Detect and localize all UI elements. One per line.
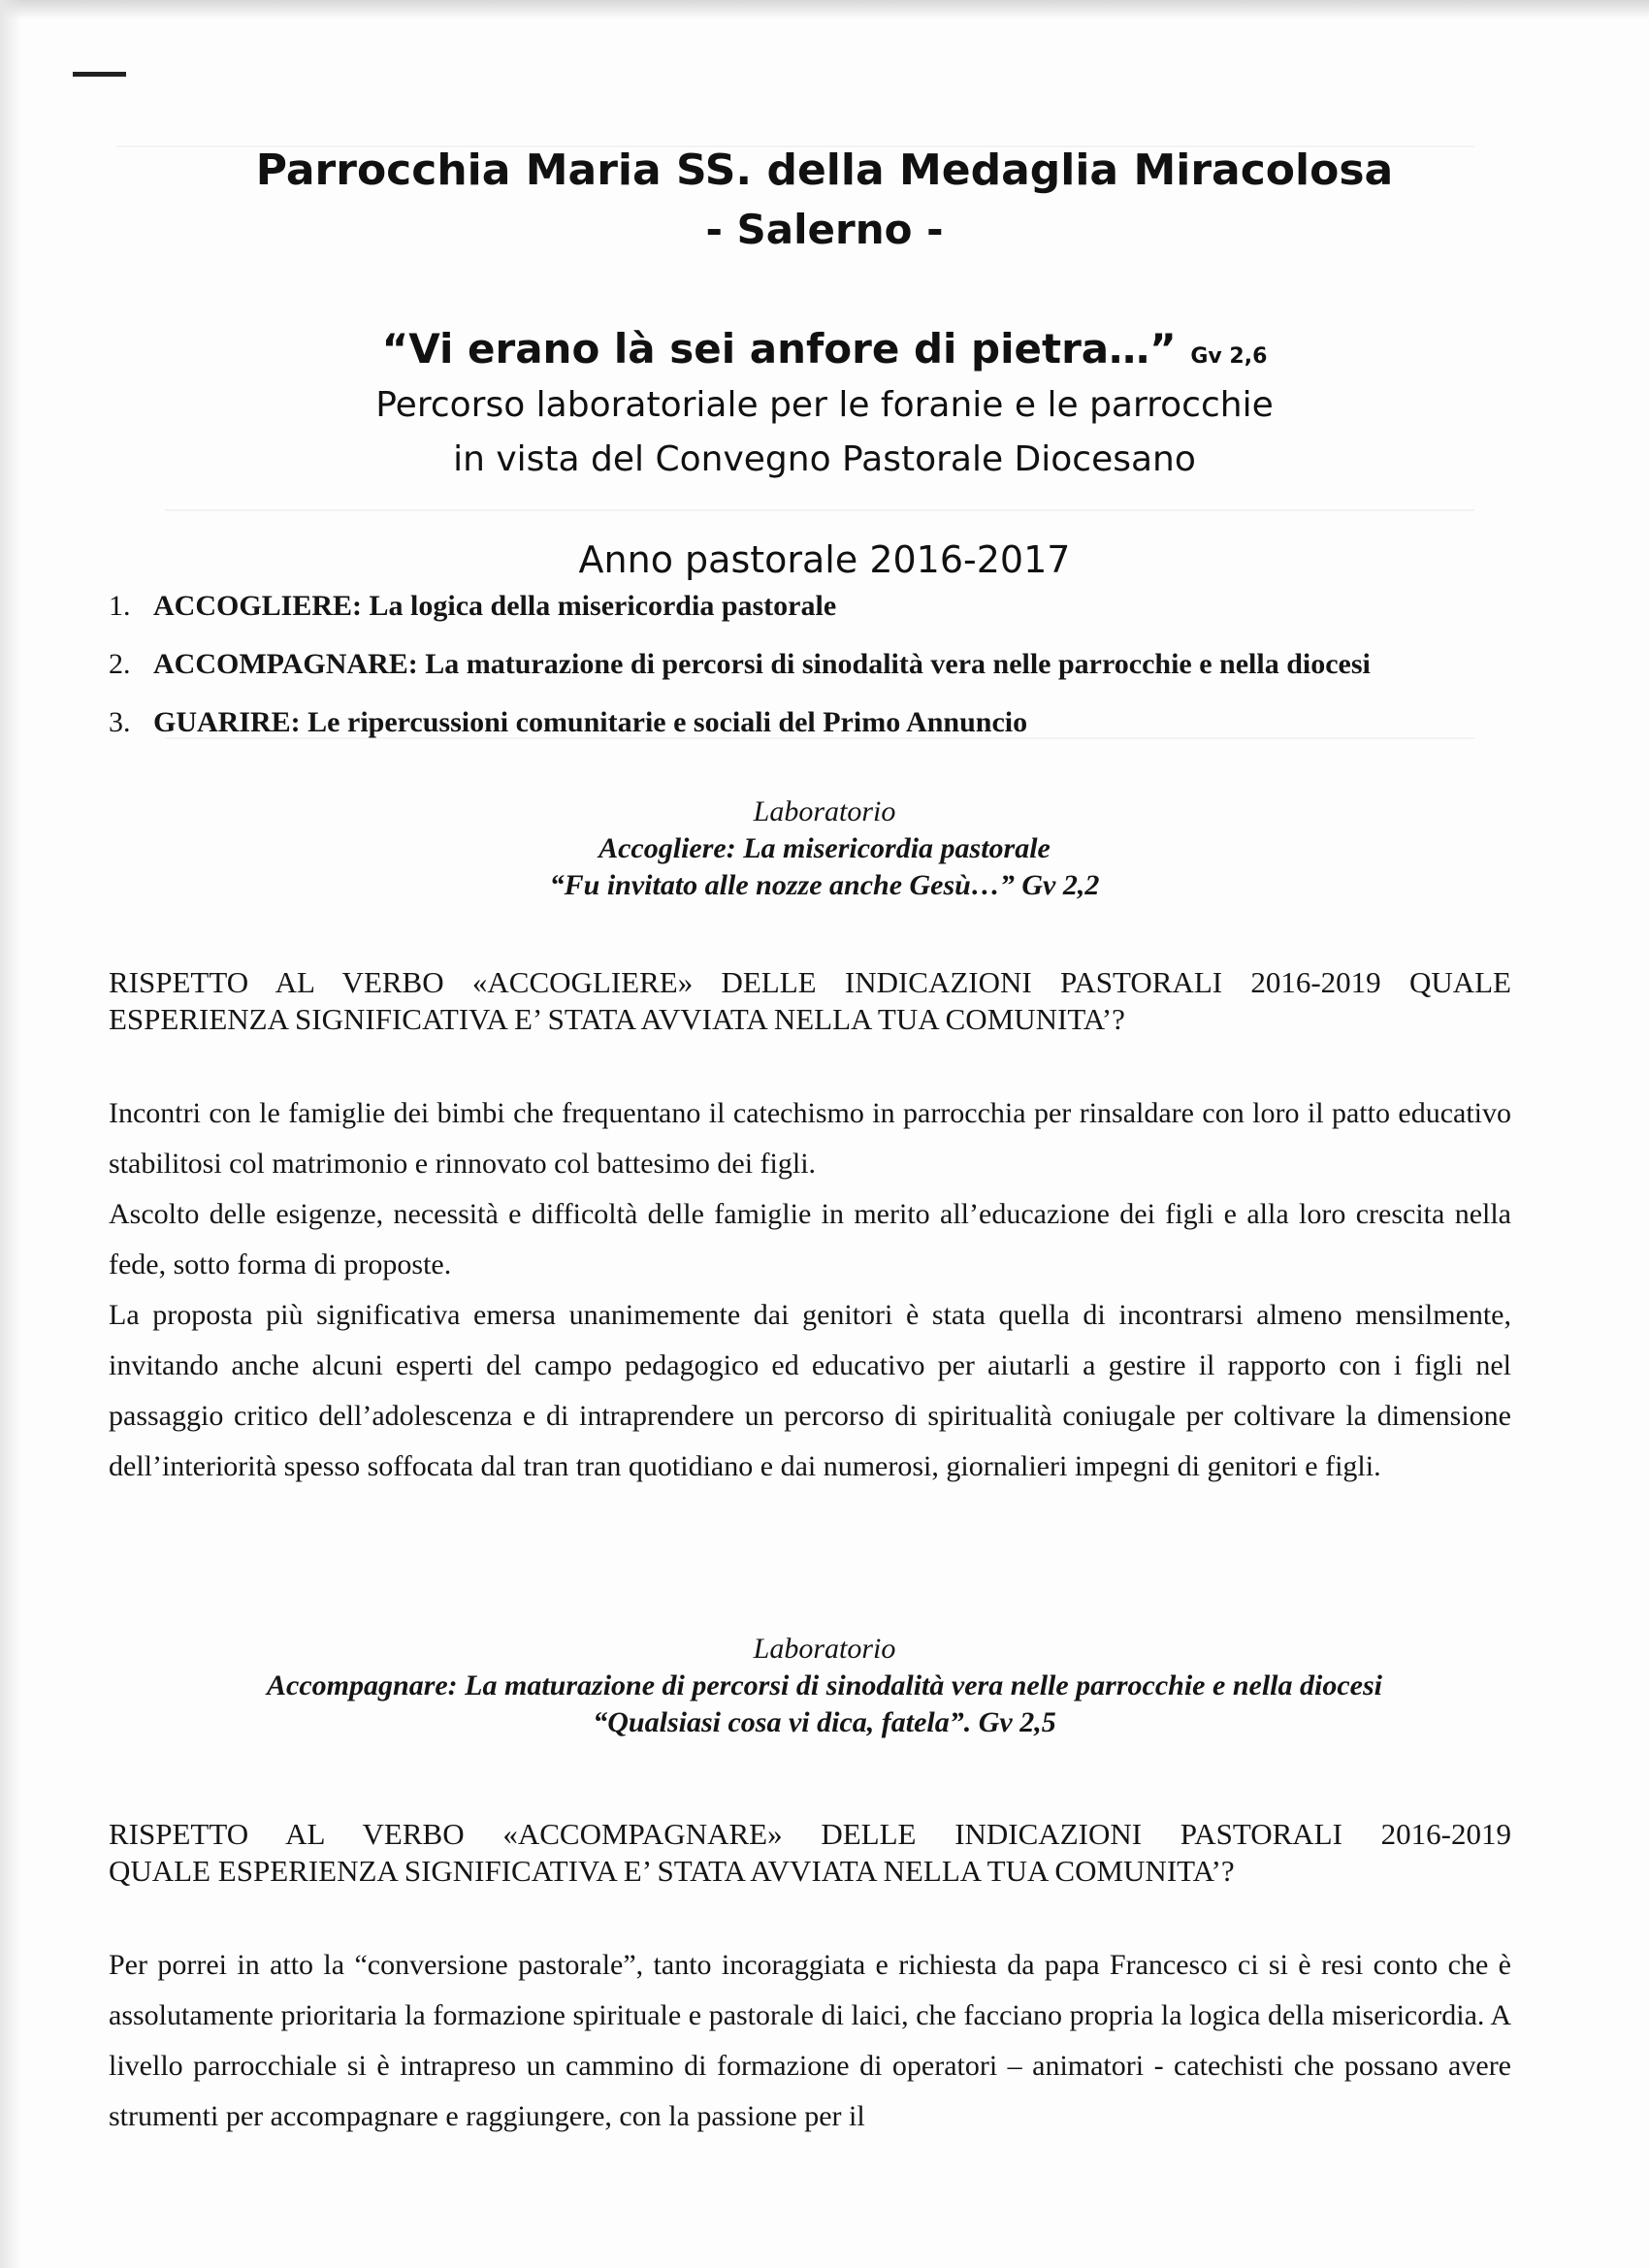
verb-list-item	[109, 706, 1027, 739]
parish-title: Parrocchia Maria SS. della Medaglia Miracolosa	[255, 146, 1394, 195]
verb-description: Le ripercussioni comunitarie e sociali del Primo Annuncio	[307, 706, 1028, 738]
subtitle-line-1: Percorso laboratoriale per le foranie e le parrocchie	[375, 385, 1274, 425]
lab2-subtitle: Accompagnare: La maturazione di percorsi di sinodalità vera nelle parrocchie e nella diocesi	[267, 1669, 1382, 1701]
lab1-citation-block	[0, 869, 1649, 902]
lab1-answer-paragraph-2: Ascolto delle esigenze, necessità e difficoltà delle famiglie in merito all’educazione dei figli e alla loro crescita nella fede, sotto forma di proposte.	[109, 1198, 1511, 1280]
parish-city: - Salerno -	[705, 206, 944, 253]
verb-keyword: ACCOGLIERE:	[153, 590, 363, 622]
lab1-question-line-2: ESPERIENZA SIGNIFICATIVA E’ STATA AVVIATA NELLA TUA COMUNITA’?	[109, 1002, 1125, 1036]
scan-edge-top	[0, 0, 1649, 19]
verb-list-item	[109, 590, 836, 623]
subtitle-line-2: in vista del Convegno Pastorale Diocesano	[453, 439, 1196, 479]
lab1-subtitle-block	[0, 832, 1649, 865]
margin-dash-mark	[73, 72, 126, 77]
lab2-subtitle-block	[0, 1669, 1649, 1702]
lab2-question-line-1: RISPETTO AL VERBO «ACCOMPAGNARE» DELLE INDICAZIONI PASTORALI 2016-2019	[109, 1817, 1511, 1851]
lab2-answer-paragraph-1: Per porrei in atto la “conversione pastorale”, tanto incoraggiata e richiesta da papa Francesco ci si è resi conto che è assolutamente prioritaria la formazione spirituale e pastorale di laici, che facciano propria la logica della misericordia. A livello parrocchiale si è intrapreso un cammino di formazione di operatori – animatori - catechisti che possano avere strumenti per accompagnare e raggiungere, con la passione per il	[109, 1949, 1511, 2132]
pastoral-year: Anno pastorale 2016-2017	[578, 538, 1071, 581]
bleed-through-3	[165, 737, 1474, 778]
verb-description: La maturazione di percorsi di sinodalità vera nelle parrocchie e nella diocesi	[425, 648, 1371, 680]
lab2-citation: “Qualsiasi cosa vi dica, fatela”. Gv 2,5	[593, 1706, 1056, 1738]
verb-number: 2.	[109, 648, 131, 680]
theme-quote-ref: Gv 2,6	[1190, 344, 1268, 369]
lab1-answer-paragraph-1: Incontri con le famiglie dei bimbi che frequentano il catechismo in parrocchia per rinsaldare con loro il patto educativo stabilitosi col matrimonio e rinnovato col battesimo dei figli.	[109, 1097, 1511, 1180]
lab2-citation-block	[0, 1706, 1649, 1739]
lab2-question	[109, 1816, 1511, 1890]
verb-keyword: GUARIRE:	[153, 706, 301, 738]
lab1-citation: “Fu invitato alle nozze anche Gesù…” Gv 2,2	[549, 869, 1100, 901]
verb-keyword: ACCOMPAGNARE:	[153, 648, 418, 680]
lab1-answer-paragraph-3: La proposta più significativa emersa unanimemente dai genitori è stata quella di incontrarsi almeno mensilmente, invitando anche alcuni esperti del campo pedagogico ed educativo per aiutarli a gestire il rapporto con i figli nel passaggio critico dell’adolescenza e di intraprendere un percorso di spiritualità coniugale per coltivare la dimensione dell’interiorità spesso soffocata dal tran tran quotidiano e dai numerosi, giornalieri impegni di genitori e figli.	[109, 1299, 1511, 1482]
lab1-heading	[0, 795, 1649, 828]
lab1-question	[109, 964, 1511, 1038]
lab2-heading	[0, 1633, 1649, 1666]
lab1-title: Laboratorio	[753, 795, 896, 827]
theme-quote	[0, 325, 1649, 373]
lab1-question-line-1: RISPETTO AL VERBO «ACCOGLIERE» DELLE INDICAZIONI PASTORALI 2016-2019 QUALE	[109, 965, 1511, 999]
verb-list-item	[109, 648, 1371, 681]
lab2-title: Laboratorio	[753, 1633, 896, 1665]
lab2-question-line-2: QUALE ESPERIENZA SIGNIFICATIVA E’ STATA AVVIATA NELLA TUA COMUNITA’?	[109, 1854, 1235, 1888]
theme-quote-text: “Vi erano là sei anfore di pietra…”	[381, 325, 1177, 373]
verb-number: 3.	[109, 706, 131, 738]
lab1-subtitle: Accogliere: La misericordia pastorale	[598, 832, 1051, 864]
verb-number: 1.	[109, 590, 131, 622]
verb-description: La logica della misericordia pastorale	[369, 590, 837, 622]
